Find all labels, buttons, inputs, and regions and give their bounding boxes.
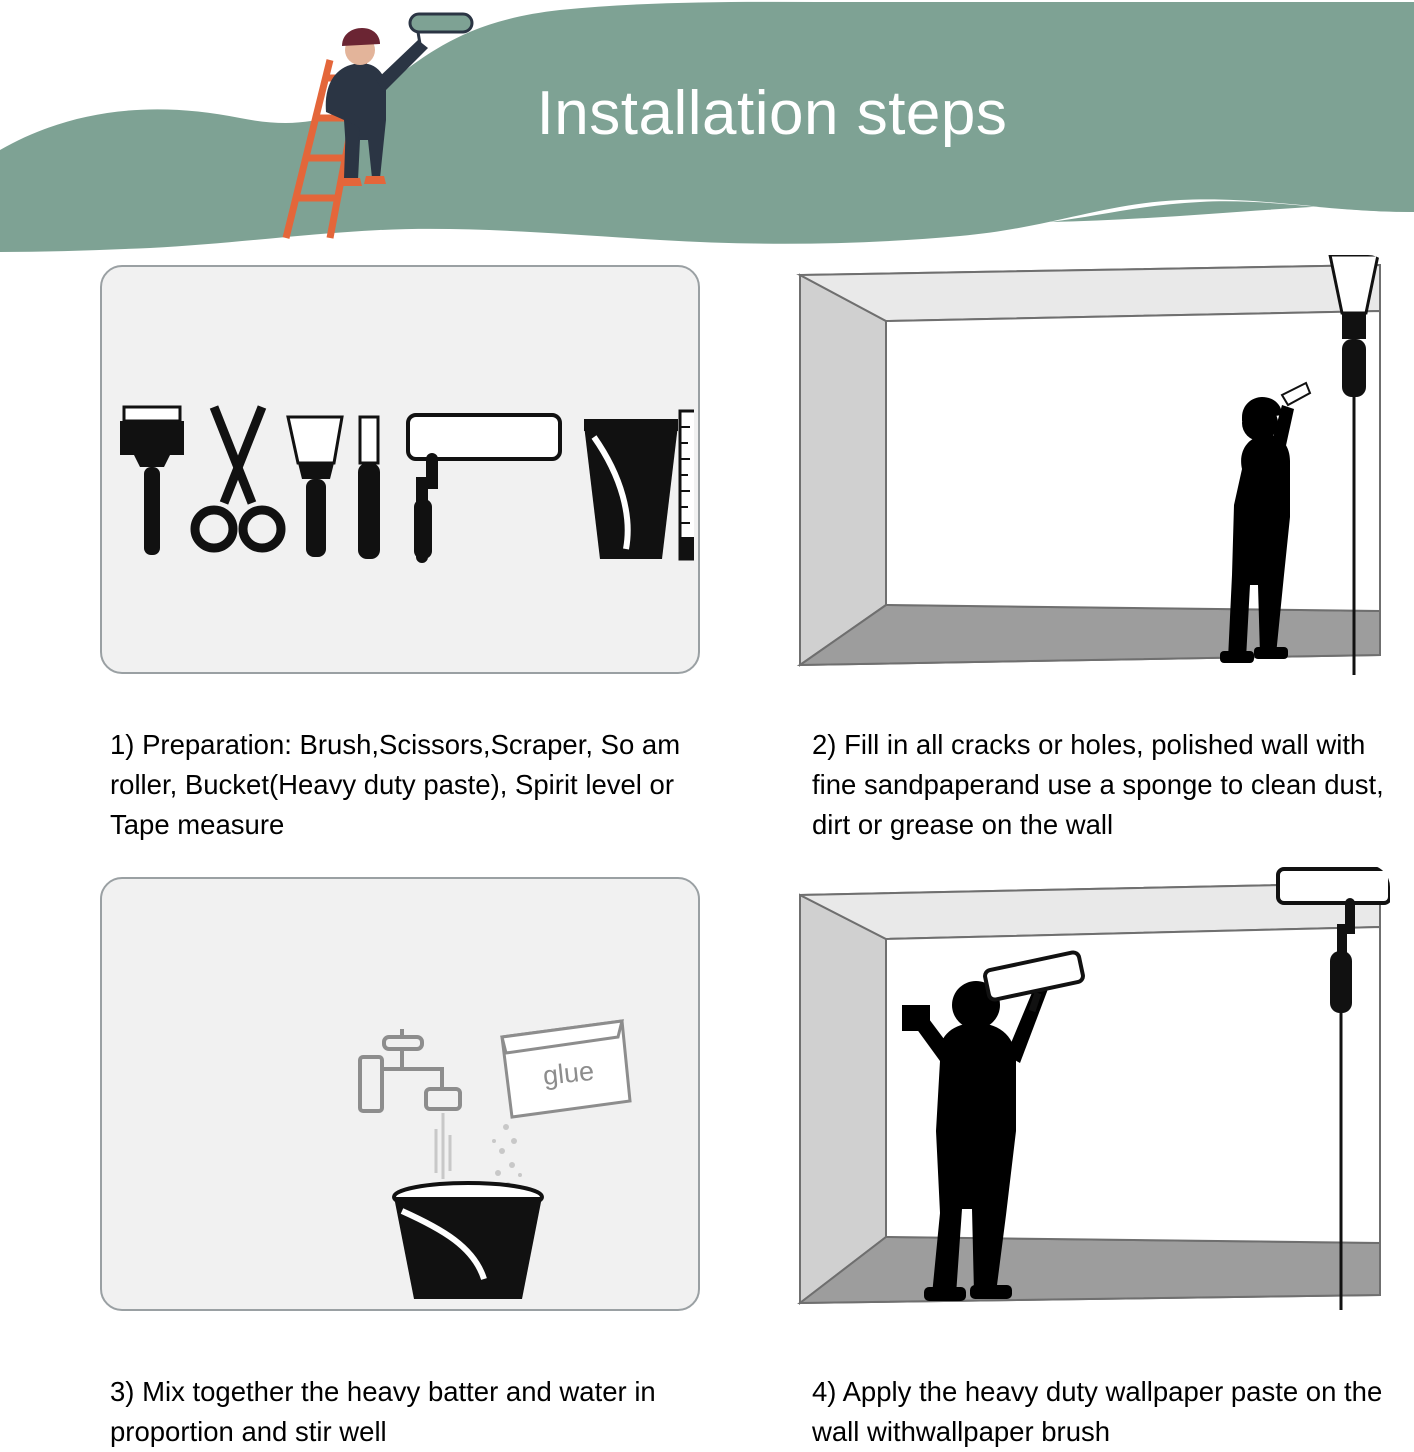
bucket-icon [584, 419, 678, 559]
step-1-image-panel [100, 265, 700, 674]
scissors-icon [195, 407, 281, 548]
glue-bag-icon [502, 1021, 630, 1117]
tools-illustration [102, 267, 694, 668]
step-2-caption: 2) Fill in all cracks or holes, polished wall with fine sandpaperand use a sponge to clean dust, dirt or grease on the wall [812, 729, 1384, 840]
page-title: Installation steps [536, 79, 1008, 148]
step-1-caption: 1) Preparation: Brush,Scissors,Scraper, So am roller, Bucket(Heavy duty paste), Spirit level or Tape measure [110, 729, 681, 840]
water-stream-icon [436, 1113, 450, 1179]
step-4-image-panel [790, 865, 1390, 1310]
paint-roller-icon [408, 415, 560, 559]
faucet-icon [360, 1029, 460, 1111]
scraper-icon [288, 417, 342, 557]
bucket-icon [394, 1183, 542, 1299]
step-4-caption: 4) Apply the heavy duty wallpaper paste on the wall withwallpaper brush [812, 1376, 1383, 1447]
glue-label: glue [541, 1055, 596, 1091]
utility-knife-icon [358, 417, 380, 559]
powder-stream-icon [492, 1124, 522, 1188]
header-banner [0, 0, 1414, 260]
brush-icon [120, 407, 184, 555]
person-rolling-paste-illustration [790, 865, 1390, 1310]
step-2-image-panel [790, 255, 1390, 675]
ruler-icon [680, 411, 694, 559]
step-3-image-panel [100, 877, 700, 1311]
person-filling-cracks-illustration [790, 255, 1390, 675]
faucet-glue-bucket-illustration [102, 879, 694, 1305]
step-3-caption: 3) Mix together the heavy batter and water in proportion and stir well [110, 1376, 656, 1447]
